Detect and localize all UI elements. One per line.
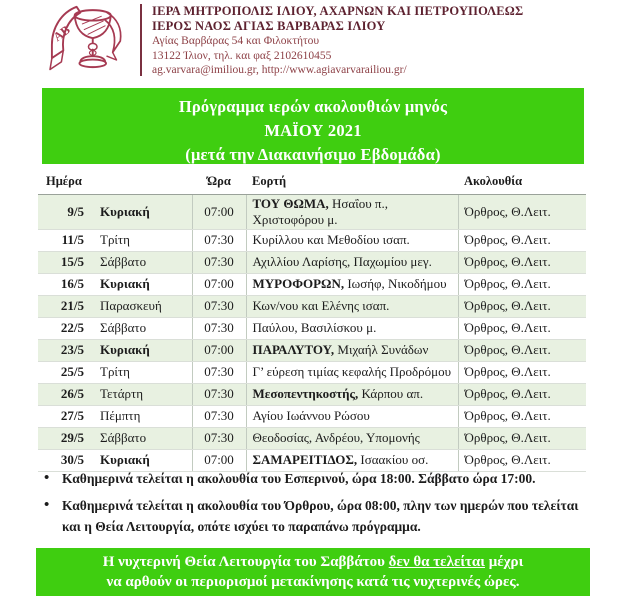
column-header-service: Ακολουθία: [458, 170, 586, 194]
banner-month: ΜΑΪΟΥ 2021: [264, 121, 362, 140]
table-row: [38, 427, 586, 449]
time-cell: 07:00: [192, 339, 246, 361]
feast-cell: Αχιλλίου Λαρίσης, Παχωμίου μεγ.: [246, 251, 458, 273]
time-cell: 07:00: [192, 273, 246, 295]
table-row: [38, 295, 586, 317]
date-cell: 25/5: [38, 361, 94, 383]
date-cell: 30/5: [38, 449, 94, 471]
street-address: Αγίας Βαρβάρας 54 και Φιλοκτήτου: [152, 35, 320, 47]
title-banner: [42, 88, 584, 164]
notes-list: [40, 468, 588, 543]
day-cell: Κυριακή: [94, 194, 192, 229]
notice-line1: Η νυχτερινή Θεία Λειτουργία του Σαββάτου δεν θα τελείται μέχρι: [102, 554, 524, 570]
date-cell: 15/5: [38, 251, 94, 273]
feast-cell: Κυρίλλου και Μεθοδίου ισαπ.: [246, 229, 458, 251]
feast-cell: Παύλου, Βασιλίσκου μ.: [246, 317, 458, 339]
service-cell: Όρθρος, Θ.Λειτ.: [458, 251, 586, 273]
date-cell: 29/5: [38, 427, 94, 449]
time-cell: 07:30: [192, 427, 246, 449]
day-cell: Κυριακή: [94, 273, 192, 295]
date-cell: 27/5: [38, 405, 94, 427]
service-cell: Όρθρος, Θ.Λειτ.: [458, 383, 586, 405]
feast-emphasis: ΣΑΜΑΡΕΙΤΙΔΟΣ,: [252, 452, 358, 467]
table-row: [38, 339, 586, 361]
time-cell: 07:30: [192, 295, 246, 317]
feast-cell: Κων/νου και Ελένης ισαπ.: [246, 295, 458, 317]
day-cell: Παρασκευή: [94, 295, 192, 317]
service-cell: Όρθρος, Θ.Λειτ.: [458, 273, 586, 295]
table-row: [38, 405, 586, 427]
banner-subtitle: (μετά την Διακαινήσιμο Εβδομάδα): [185, 145, 441, 164]
table-header-row: [38, 170, 586, 194]
feast-cell: ΠΑΡΑΛΥΤΟΥ, Μιχαήλ Συνάδων: [246, 339, 458, 361]
city-phone: 13122 Ίλιον, τηλ. και φαξ 2102610455: [152, 49, 332, 62]
table-row: [38, 194, 586, 229]
column-header-day: Ημέρα: [38, 170, 192, 194]
feast-cell: Θεοδοσίας, Ανδρέου, Υπομονής: [246, 427, 458, 449]
feast-cell: ΤΟΥ ΘΩΜΑ, Ησαΐου π., Χριστοφόρου μ.: [246, 194, 458, 229]
time-cell: 07:30: [192, 229, 246, 251]
time-cell: 07:30: [192, 251, 246, 273]
table-row: [38, 317, 586, 339]
column-header-feast: Εορτή: [246, 170, 458, 194]
service-cell: Όρθρος, Θ.Λειτ.: [458, 339, 586, 361]
table-row: [38, 361, 586, 383]
feast-cell: Αγίου Ιωάννου Ρώσου: [246, 405, 458, 427]
day-cell: Κυριακή: [94, 339, 192, 361]
date-cell: 21/5: [38, 295, 94, 317]
service-cell: Όρθρος, Θ.Λειτ.: [458, 361, 586, 383]
service-cell: Όρθρος, Θ.Λειτ.: [458, 194, 586, 229]
org-details: [142, 2, 523, 82]
date-cell: 16/5: [38, 273, 94, 295]
day-cell: Κυριακή: [94, 449, 192, 471]
service-cell: Όρθρος, Θ.Λειτ.: [458, 449, 586, 471]
feast-cell: ΣΑΜΑΡΕΙΤΙΔΟΣ, Ισαακίου οσ.: [246, 449, 458, 471]
note-vespers: • Καθημερινά τελείται η ακολουθία του Εσπερινού, ώρα 18:00. Σάββατο ώρα 17:00.: [40, 468, 588, 489]
time-cell: 07:00: [192, 449, 246, 471]
feast-emphasis: Μεσοπεντηκοστής,: [252, 386, 359, 401]
services-schedule-table: [38, 170, 586, 472]
feast-emphasis: ΜΥΡΟΦΟΡΩΝ,: [252, 276, 345, 291]
time-cell: 07:30: [192, 405, 246, 427]
day-cell: Σάββατο: [94, 427, 192, 449]
table-row: [38, 383, 586, 405]
banner-title: Πρόγραμμα ιερών ακολουθιών μηνός: [178, 97, 448, 116]
day-cell: Σάββατο: [94, 251, 192, 273]
date-cell: 22/5: [38, 317, 94, 339]
parish-name: ΙΕΡΟΣ ΝΑΟΣ ΑΓΙΑΣ ΒΑΡΒΑΡΑΣ ΙΛΙΟΥ: [152, 19, 386, 33]
day-cell: Τρίτη: [94, 361, 192, 383]
service-cell: Όρθρος, Θ.Λειτ.: [458, 427, 586, 449]
day-cell: Τρίτη: [94, 229, 192, 251]
day-cell: Σάββατο: [94, 317, 192, 339]
day-cell: Τετάρτη: [94, 383, 192, 405]
time-cell: 07:00: [192, 194, 246, 229]
feast-cell: ΜΥΡΟΦΟΡΩΝ, Ιωσήφ, Νικοδήμου: [246, 273, 458, 295]
service-cell: Όρθρος, Θ.Λειτ.: [458, 295, 586, 317]
table-row: [38, 229, 586, 251]
service-cell: Όρθρος, Θ.Λειτ.: [458, 317, 586, 339]
date-cell: 26/5: [38, 383, 94, 405]
time-cell: 07:30: [192, 317, 246, 339]
notice-line2: να αρθούν οι περιορισμοί μετακίνησης κατά τις νυχτερινές ώρες.: [106, 574, 520, 590]
service-cell: Όρθρος, Θ.Λειτ.: [458, 229, 586, 251]
parish-logo: [36, 2, 140, 80]
feast-emphasis: ΠΑΡΑΛΥΤΟΥ,: [252, 342, 335, 357]
date-cell: 11/5: [38, 229, 94, 251]
chalice-with-stole-icon: [40, 3, 136, 79]
date-cell: 9/5: [38, 194, 94, 229]
date-cell: 23/5: [38, 339, 94, 361]
schedule-body: [38, 194, 586, 471]
table-row: [38, 273, 586, 295]
service-cell: Όρθρος, Θ.Λειτ.: [458, 405, 586, 427]
night-liturgy-notice: [36, 548, 590, 596]
time-cell: 07:30: [192, 361, 246, 383]
email-website[interactable]: ag.varvara@imiliou.gr, http://www.agiavarvarailiou.gr/: [152, 64, 407, 76]
feast-cell: Μεσοπεντηκοστής, Κάρπου απ.: [246, 383, 458, 405]
table-row: [38, 251, 586, 273]
feast-cell: Γ’ εύρεση τιμίας κεφαλής Προδρόμου: [246, 361, 458, 383]
metropolis-name: ΙΕΡΑ ΜΗΤΡΟΠΟΛΙΣ ΙΛΙΟΥ, ΑΧΑΡΝΩΝ ΚΑΙ ΠΕΤΡΟΥΠΟΛΕΩΣ: [152, 4, 524, 18]
day-cell: Πέμπτη: [94, 405, 192, 427]
column-header-time: Ώρα: [192, 170, 246, 194]
note-matins: • Καθημερινά τελείται η ακολουθία του Όρθρου, ώρα 08:00, πλην των ημερών που τελείται και η Θεία Λειτουργία, οπότε ισχύει το παραπάνω πρόγραμμα.: [40, 495, 588, 537]
feast-emphasis: ΤΟΥ ΘΩΜΑ,: [252, 195, 329, 211]
notice-emphasis: δεν θα τελείται: [388, 554, 485, 570]
letterhead: [36, 2, 590, 82]
logo-monogram: ΑΒ: [50, 22, 73, 45]
time-cell: 07:30: [192, 383, 246, 405]
